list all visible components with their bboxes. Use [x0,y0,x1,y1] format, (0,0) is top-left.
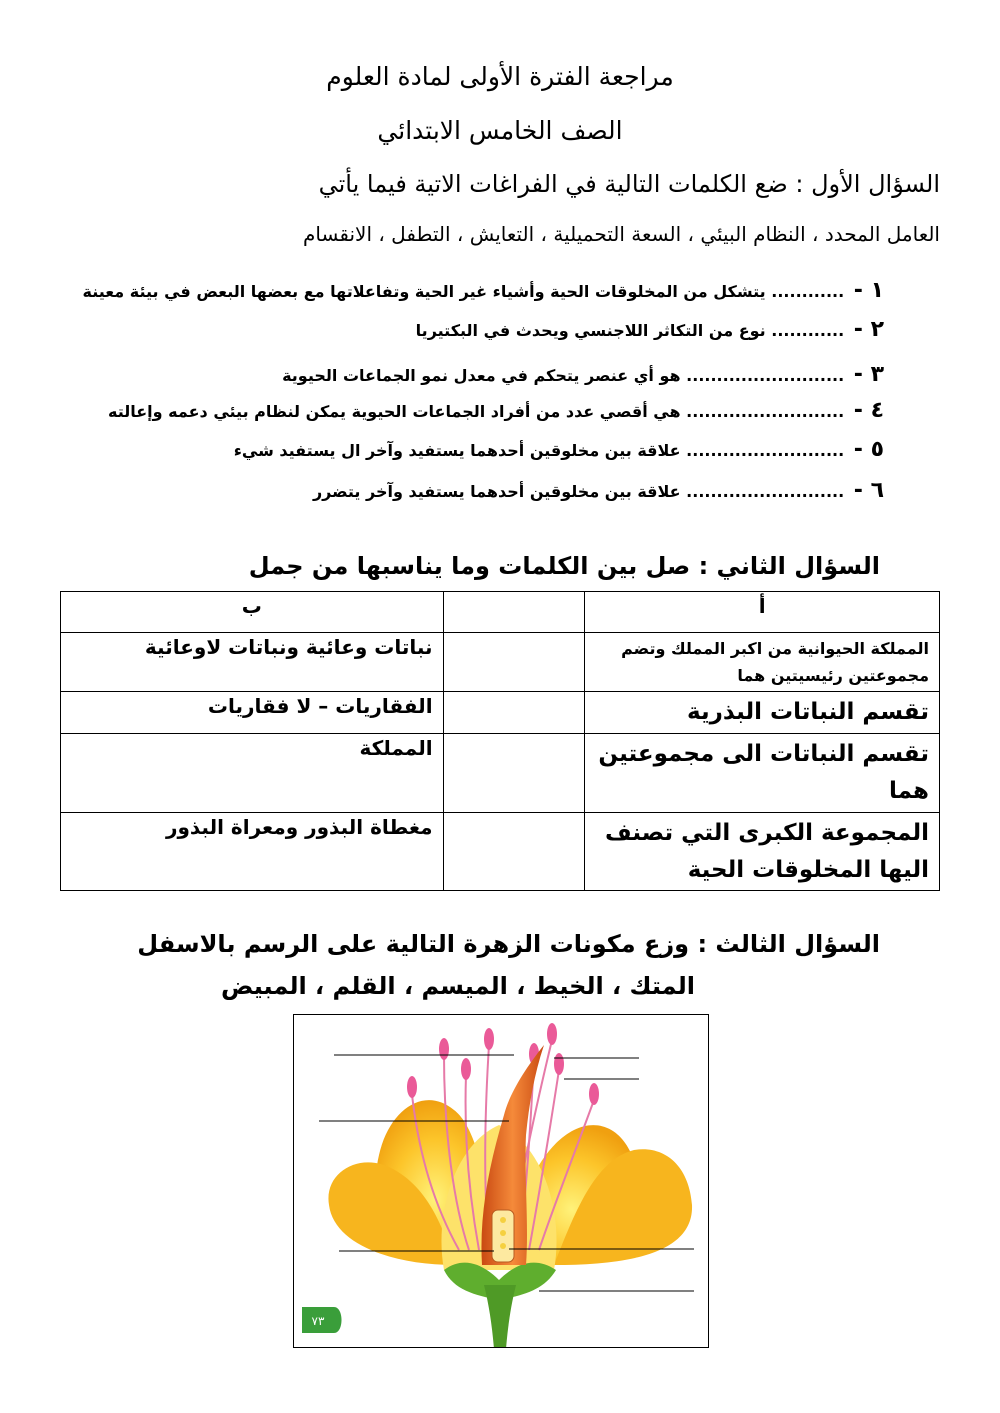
column-a-cell[interactable]: تقسم النباتات البذرية [585,692,940,734]
table-row [61,812,940,891]
q2-prompt: السؤال الثاني : صل بين الكلمات وما يناسبها من جمل [248,552,880,580]
flower-diagram [293,1014,709,1348]
item-number: ٦ - [853,478,884,503]
connector-gap [443,812,585,891]
q1-word-bank: العامل المحدد ، النظام البيئي ، السعة التحميلية ، التعايش ، التطفل ، الانقسام [303,222,940,246]
fill-blank[interactable]: ............ [771,321,845,340]
column-b-cell[interactable]: الفقاريات – لا فقاريات [61,692,444,734]
flower-illustration [294,1015,709,1348]
fill-blank[interactable]: .......................... [686,441,845,460]
item-text: هو أي عنصر يتحكم في معدل نمو الجماعات الحيوية [282,366,681,385]
receptacle [484,1285,516,1348]
q1-item-6 [313,478,884,503]
fill-blank[interactable]: .......................... [686,482,845,501]
column-b-cell[interactable]: مغطاة البذور ومعراة البذور [61,812,444,891]
anthers [407,1023,599,1105]
fill-blank[interactable]: .......................... [686,402,845,421]
fill-blank[interactable]: .......................... [686,366,845,385]
column-a-cell[interactable]: المملكة الحيوانية من اكبر المملك وتضم مجموعتين رئيسيتين هما [585,633,940,692]
connector-gap [443,734,585,813]
table-header-row [61,592,940,633]
ovules [500,1217,506,1249]
q1-item-5 [234,437,884,462]
item-number: ٥ - [853,437,884,462]
column-a-header: أ [585,592,940,633]
q1-item-1 [82,278,884,303]
item-text: نوع من التكاثر اللاجنسي ويحدث في البكتيريا [415,321,766,340]
column-a-cell[interactable]: المجموعة الكبرى التي تصنف اليها المخلوقات الحية [585,812,940,891]
grade-label: الصف الخامس الابتدائي [377,116,623,145]
column-b-cell[interactable]: المملكة [61,734,444,813]
item-text: علاقة بين مخلوقين أحدهما يستفيد وآخر يتضرر [312,482,681,501]
q3-parts-list: المتك ، الخيط ، الميسم ، القلم ، المبيض [221,972,695,1000]
q1-item-4 [108,398,884,423]
table-row [61,692,940,734]
connector-gap [443,692,585,734]
q3-prompt: السؤال الثالث : وزع مكونات الزهرة التالية على الرسم بالاسفل [137,930,880,958]
item-text: هي أقصي عدد من أفراد الجماعات الحيوية يمكن لنظام بيئي دعمه وإعالته [108,402,681,421]
table-row [61,633,940,692]
item-text: يتشكل من المخلوقات الحية وأشياء غير الحية وتفاعلاتها مع بعضها البعض في بيئة معينة [82,282,766,301]
column-a-cell[interactable]: تقسم النباتات الى مجموعتين هما [585,734,940,813]
q1-prompt: السؤال الأول : ضع الكلمات التالية في الفراغات الاتية فيما يأتي [318,170,940,198]
table-row [61,734,940,813]
item-number: ٣ - [853,362,884,387]
page-number: ٧٣ [311,1314,325,1328]
column-b-cell[interactable]: نباتات وعائية ونباتات لاوعائية [61,633,444,692]
item-number: ٤ - [853,398,884,423]
worksheet-title: مراجعة الفترة الأولى لمادة العلوم [326,62,674,91]
matching-table [60,591,940,891]
connector-gap [443,633,585,692]
item-number: ١ - [853,278,884,303]
q1-item-2 [416,317,884,342]
fill-blank[interactable]: ............ [771,282,845,301]
column-b-header: ب [61,592,444,633]
q1-item-3 [282,362,884,387]
item-number: ٢ - [853,317,884,342]
item-text: علاقة بين مخلوقين أحدهما يستفيد وآخر ال يستفيد شيء [233,441,681,460]
